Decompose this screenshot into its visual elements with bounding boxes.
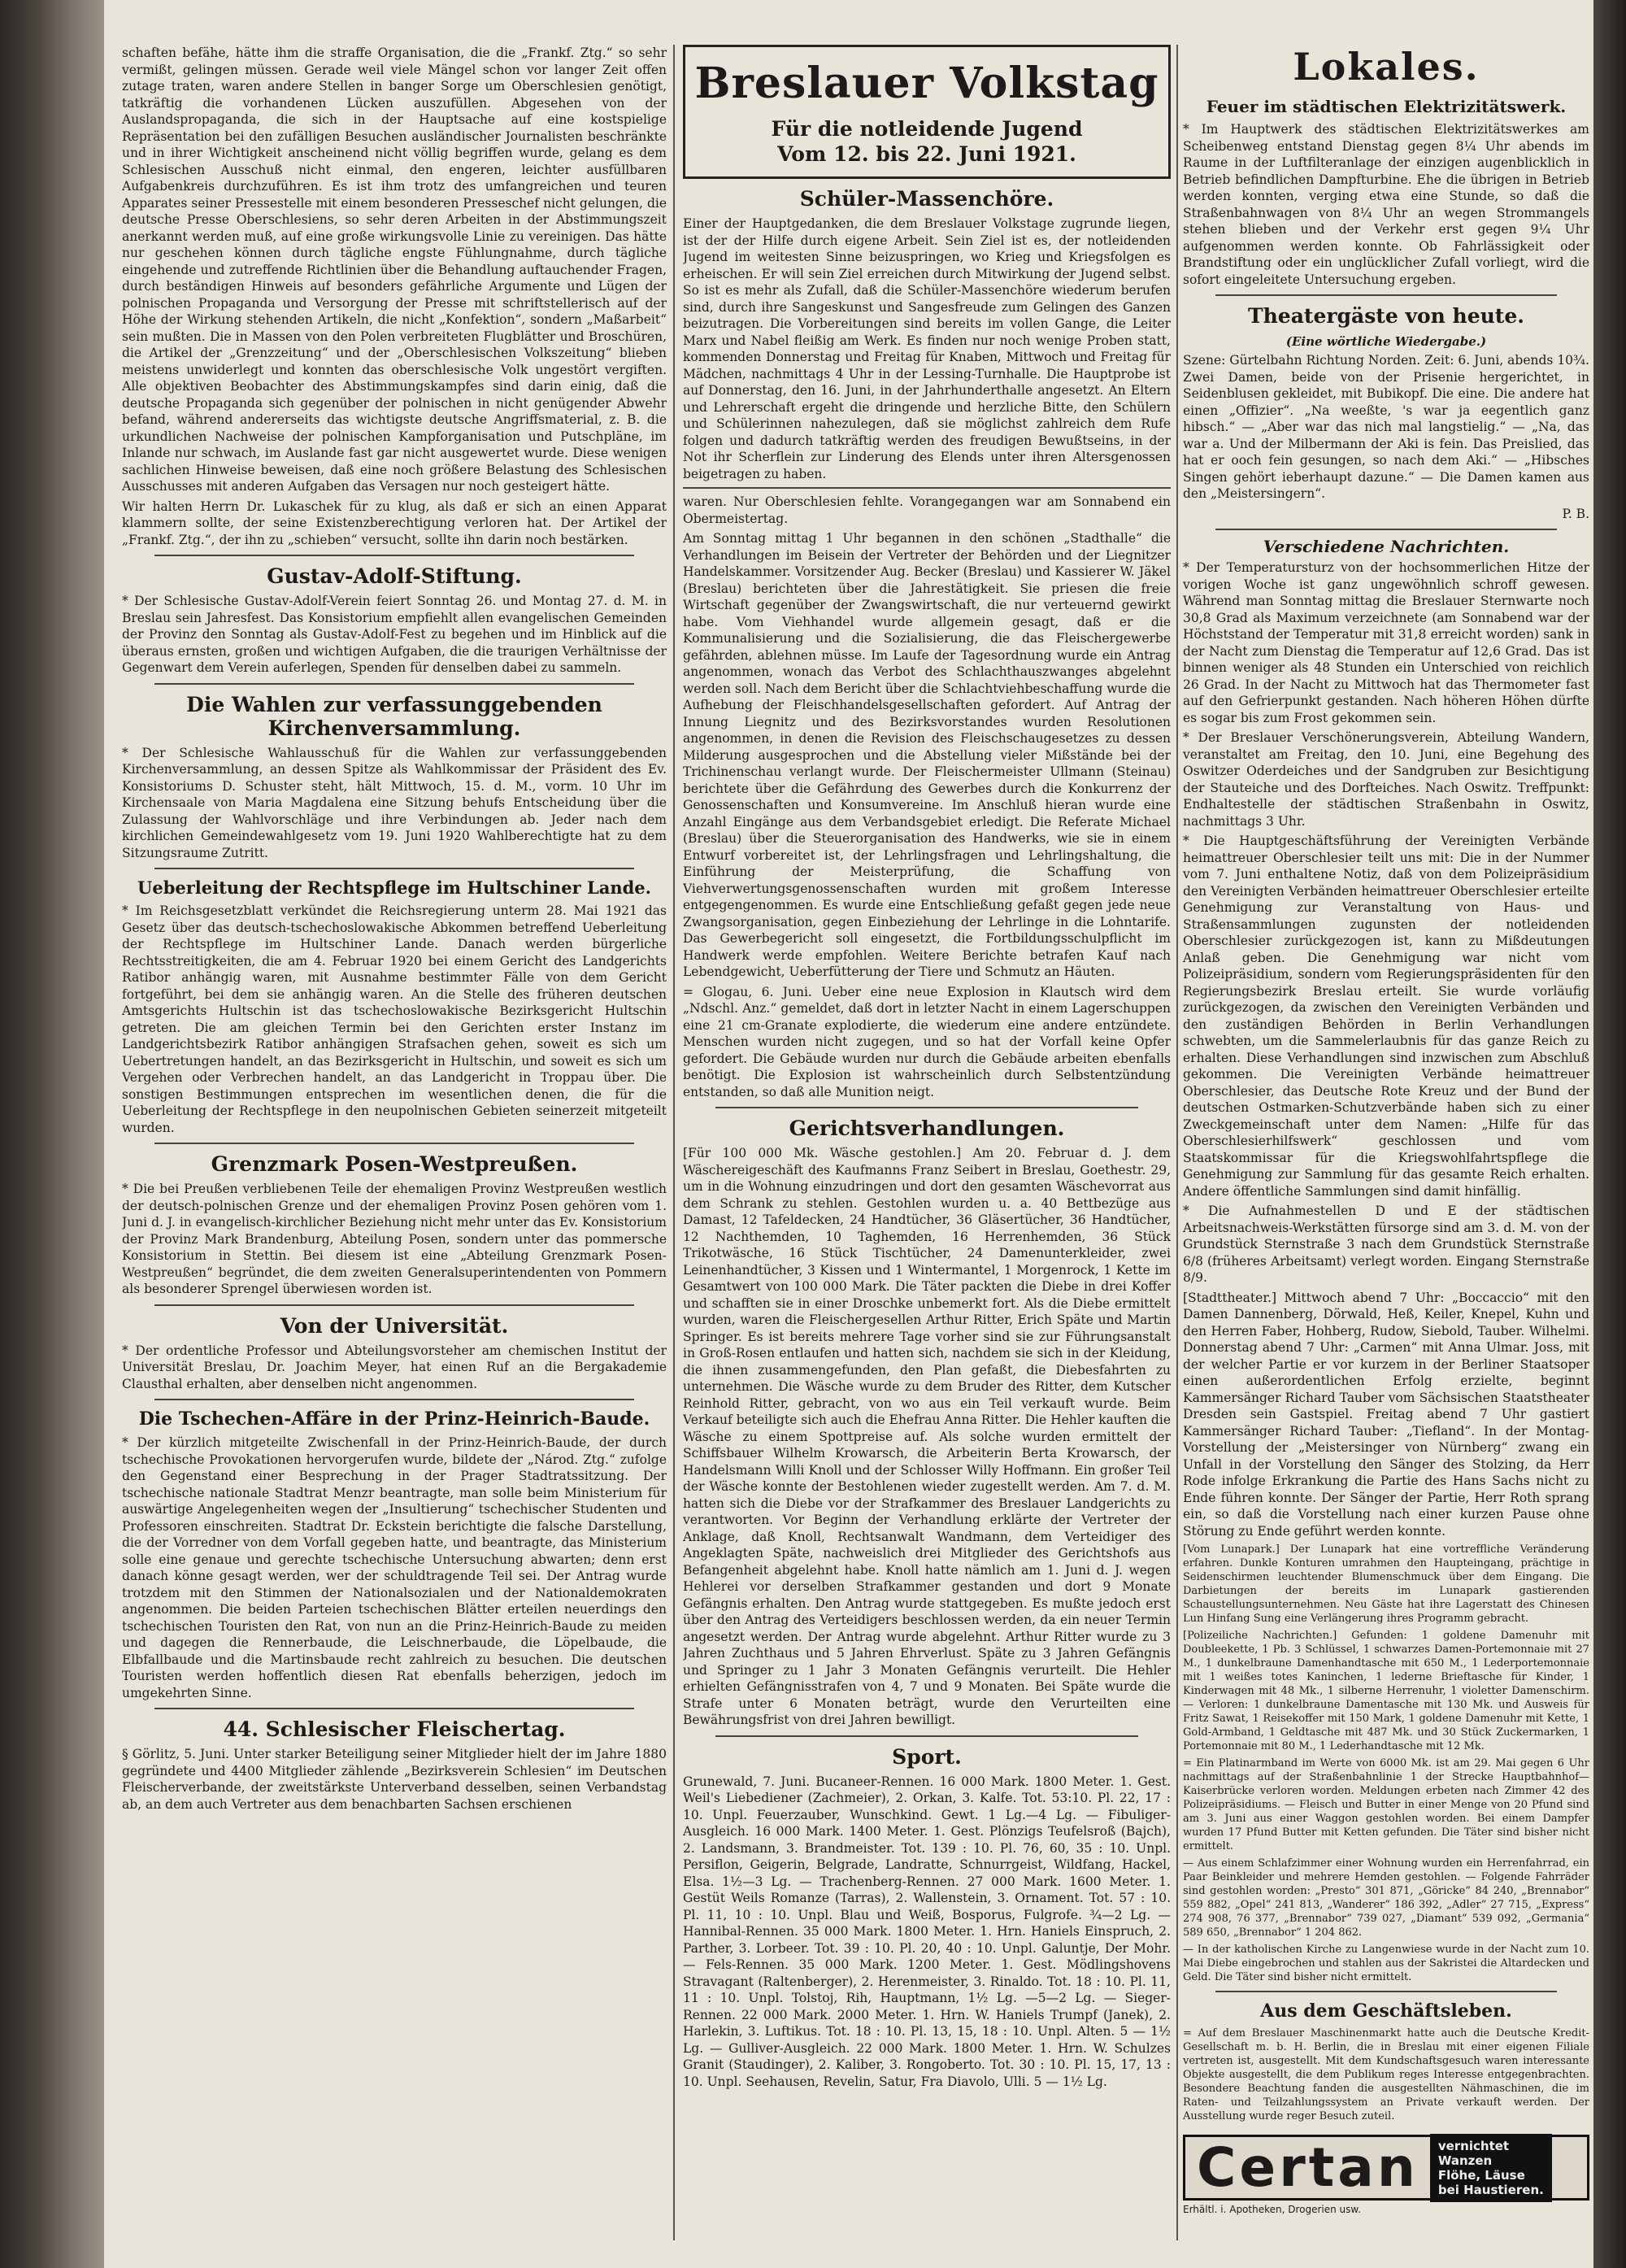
paragraph: = Glogau, 6. Juni. Ueber eine neue Explosion in Klautsch wird dem „Ndschl. Anz.“ gemeldet, daß dort in letzter Nacht in einem Lagerschuppen eine 21 cm-Granate explodierte, die wiederum eine andere entzündete. Menschen wurden nicht zugegen, und so hat der Vorfall keine Opfer gefordert. Die Gebäude wurden nur durch die Gebäude arbeiten ebenfalls benötigt. Die Explosion ist wahrscheinlich durch Selbstentzündung entstanden, so daß alle Munition neigt. [683, 984, 1171, 1099]
paragraph: [Für 100 000 Mk. Wäsche gestohlen.] Am 20. Februar d. J. dem Wäschereigeschäft des Kaufmanns Franz Seibert in Breslau, Goethestr. 29, um in die Wohnung einzudringen und dort den gesamten Wäschevorrat aus dem Schrank zu stehlen. Gestohlen wurden u. a. 40 Bettbezüge aus Damast, 12 Tafeldecken, 24 Handtücher, 36 Gläsertücher, 36 Handtücher, 12 Nachthemden, 10 Taghemden, 16 Herrenhemden, 36 Stück Trikotwäsche, 16 Stück Tischtücher, 24 Damenunterkleider, zwei Leinenhandtücher, 3 Kissen und 1 Wintermantel, 1 Morgenrock, 1 Kette im Gesamtwert von 100 000 Mark. Die Täter packten die Diebe in drei Koffer und schafften sie in einer Droschke unbemerkt fort. Als die Diebe ermittelt wurden, waren die Fleischergesellen Arthur Ritter, Erich Späte und Martin Springer. Es ist bereits mehrere Tage vorher sind sie zur Führungsanstalt in Groß-Rosen entlaufen und hatten sich, nachdem sie sich in der Kleidung, die ihnen zusammengefunden, den Plan gefaßt, die Diebesfahrten zu unternehmen. Die Wäsche wurde zu dem Bruder des Ritter, dem Kutscher Reinhold Ritter, gebracht, von wo aus ein Teil verkauft wurde. Beim Verkauf beteiligte sich auch die Ehefrau Anna Ritter. Die Hehler kauften die Wäsche zu einem Spottpreise auf. Als solche wurden ermittelt der Schiffsbauer Wilhelm Krowarsch, die Arbeiterin Berta Krowarsch, der Handelsmann Willi Knoll und der Schlosser Willy Hoffmann. Ein großer Teil der Wäsche konnte der Bestohlenen wieder zugestellt werden. Am 7. d. M. hatten sich die Diebe vor der Strafkammer des Breslauer Landgerichts zu verantworten. Vor Beginn der Verhandlung erklärte der Vertreter der Anklage, daß Knoll, Rechtsanwalt Wandmann, dem Verteidiger des Angeklagten Späte, nachweislich drei Mitglieder des Gerichtshofs aus Befangenheit abgelehnt habe. Knoll hatte nämlich am 1. Juni d. J. wegen Hehlerei vor derselben Strafkammer gestanden und dort 9 Monate Gefängnis erhalten. Den Antrag wurde stattgegeben. Es mußte jedoch erst über den Antrag des Verteidigers beschlossen werden, da ein neuer Termin angesetzt werden. Der Antrag wurde abgelehnt. Arthur Ritter wurde zu 3 Jahren Zuchthaus und 5 Jahren Ehrverlust. Späte zu 3 Jahren Gefängnis und Springer zu 1 Jahr 3 Monaten Gefängnis verurteilt. Die Hehler erhielten Gefängnisstrafen von 4, 7 und 9 Monaten. Bei Späte wurde die Strafe unter 6 Monaten beträgt, wurde den Verurteilten eine Bewährungsfrist von drei Jahren bewilligt. [683, 1146, 1171, 1727]
ad-claim [1430, 2134, 1552, 2202]
divider [154, 868, 634, 869]
ad-claim-line: Wanzen [1437, 2153, 1493, 2168]
paragraph: * Der Temperatursturz von der hochsommerlichen Hitze der vorigen Woche ist ganz ungewöhnlich schroff gewesen. Während man Sonntag mittag die Breslauer Sternwarte noch 30,8 Grad als Maximum verzeichnete (am Sonnabend war der Höchststand der Temperatur mit 31,8 erreicht worden) sank in der Nacht zum Dienstag die Temperatur auf 12,6 Grad. Das ist binnen weniger als 48 Stunden ein Unterschied von reichlich 26 Grad. In der Nacht zu Mittwoch hat das Thermometer fast auf den Gefrierpunkt gestanden. Nach höheren Höhen dürfte es sogar bis zum Frost gekommen sein. [1183, 560, 1589, 725]
headline-schuelerchoere: Schüler-Massenchöre. [799, 187, 1054, 211]
divider [715, 1735, 1138, 1737]
section-title-lokales: Lokales. [1293, 45, 1480, 89]
paragraph: = Auf dem Breslauer Maschinenmarkt hatte auch die Deutsche Kredit-Gesellschaft m. b. H. Berlin, die in Breslau mit einer eigenen Filiale vertreten ist, ausgestellt. Mit dem Kundschaftsgesuch waren interessante Objekte ausgestellt, die dem Publikum reges Interesse entgegenbrachten. Besondere Beachtung fanden die ausgestellten Nähmaschinen, die im Raten- und Teilzahlungssystem an Private verkauft werden. Der Ausstellung wurde reger Besuch zuteil. [1183, 2027, 1589, 2122]
book-binding-spine [0, 0, 104, 2268]
paragraph: Einer der Hauptgedanken, die dem Breslauer Volkstage zugrunde liegen, ist der der Hilfe durch eigene Arbeit. Sein Ziel ist es, der notleidenden Jugend im weitesten Sinne beizuspringen, wo Krieg und Kriegsfolgen es erheischen. Er will sein Ziel erreichen durch Mitwirkung der Jugend selbst. So ist es mehr als Zufall, daß die Schüler-Massenchöre wiederum berufen sind, durch ihre Sangeskunst und Sangesfreude zum Gelingen des Ganzen beizutragen. Die Vorbereitungen sind bereits im vollen Gange, die Leiter Marx und Nabel fleißig am Werk. Es finden nur noch wenige Proben statt, kommenden Donnerstag und Freitag für Knaben, Mittwoch und Freitag für Mädchen, nachmittags 4 Uhr in der Lessing-Turnhalle. Die Hauptprobe ist auf Donnerstag, den 16. Juni, in der Jahrhunderthalle angesetzt. An Eltern und Lehrerschaft ergeht die dringende und herzliche Bitte, den Schülern und Schülerinnen nahezulegen, daß sie möglichst zahlreich dem Rufe folgen und dadurch tatkräftig werden des freudigen Bewußtseins, in der Not ihr Scherflein zur Linderung des Elends unter ihren Altersgenossen beigetragen zu haben. [683, 216, 1171, 481]
certan-advertisement [1183, 2135, 1589, 2201]
divider [154, 1304, 634, 1306]
paragraph: — Aus einem Schlafzimmer einer Wohnung wurden ein Herrenfahrrad, ein Paar Beinkleider und mehrere Hemden gestohlen. — Folgende Fahrräder sind gestohlen worden: „Presto“ 301 871, „Göricke“ 84 240, „Brennabor“ 559 882, „Opel“ 241 813, „Wanderer“ 186 392, „Adler“ 27 715, „Express“ 274 908, 76 377, „Brennabor“ 739 027, „Diamant“ 539 092, „Germania“ 589 650, „Brennabor“ 1 204 862. [1183, 1857, 1589, 1939]
page-edge-shadow [1593, 0, 1626, 2268]
paragraph: * Im Hauptwerk des städtischen Elektrizitätswerkes am Scheibenweg entstand Dienstag gegen 8¼ Uhr abends im Raume in der Luftfilteranlage der einzigen augenblicklich in Betrieb befindlichen Dampfturbine. Ehe die übrigen in Betrieb werden konnten, verging etwa eine Stunde, so daß die Straßenbahnwagen von 8¼ Uhr an wegen Strommangels stehen blieben und der Verkehr erst gegen 9¼ Uhr aufgenommen werden konnte. Ob Fahrlässigkeit oder Brandstiftung oder ein unglücklicher Zufall vorliegt, wird die sofort eingeleitete Untersuchung ergeben. [1183, 122, 1589, 287]
paragraph: schaften befähe, hätte ihm die straffe Organisation, die die „Frankf. Ztg.“ so sehr vermißt, gelingen müssen. Gerade weil viele Mängel schon vor langer Zeit offen zutage traten, waren andere Stellen in banger Sorge um Oberschlesien genötigt, tatkräftig die vorhandenen Lücken auszufüllen. Abgesehen von der Auslandspropaganda, die sich in der Hauptsache auf eine kostspielige Repräsentation bei den zufälligen Besuchen ausländischer Journalisten beschränkte und in ihrer Wichtigkeit anscheinend nicht völlig begriffen wurde, gelang es dem Schlesischen Ausschuß nicht einmal, den engeren, leichter ausfüllbaren Aufgabenkreis durchzuführen. Es ist ihm trotz des umfangreichen und teuren Apparates seiner Pressestelle mit einem besonderen Presseschef nicht gelungen, die deutsche Presse Oberschlesiens, so sehr deren Arbeiten in der Abstimmungszeit anerkannt werden muß, auf eine große wirkungsvolle Linie zu vereinigen. Das hätte nur geschehen können durch tägliche engste Fühlungnahme, durch tägliche eingehende und zutreffende Richtlinien über die Behandlung auftauchender Fragen, durch beständigen Hinweis auf besonders gefährliche Argumente und Lügen der polnischen Propaganda und Versorgung der Presse mit schriftstellerisch auf der Höhe der Wirkung stehenden Artikeln, die nicht „Konfektion“, sondern „Maßarbeit“ sein mußten. Die in Massen von den Polen verbreiteten Flugblätter und Broschüren, die Artikel der „Grenzzeitung“ und der „Oberschlesischen Volkszeitung“ blieben meistens unwiderlegt und konnten das oberschlesische Volk ungestört vergiften. Alle objektiven Beobachter des Abstimmungskampfes sind darin einig, daß die deutsche Propaganda sich gegenüber der polnischen in nicht genügender Abwehr befand, während andererseits das wichtigste deutsche Angriffsmaterial, z. B. die urkundlichen Nachweise der polnischen Kampforganisation und Putschpläne, im Inlande nur schwach, im Auslande fast gar nicht ausgewertet wurde. Diese wenigen sachlichen Hinweise beweisen, daß eine noch größere Belastung des Schlesischen Ausschusses mit anderen Aufgaben das Versagen nur noch gesteigert hätte. [122, 46, 667, 494]
paragraph: Wir halten Herrn Dr. Lukaschek für zu klug, als daß er sich an einen Apparat klammern sollte, der seine Existenzberechtigung verloren hat. Der Artikel der „Frankf. Ztg.“, der ihn zu „schieben“ versucht, sollte ihn darin noch bestärken. [122, 498, 667, 547]
headline-theatergaeste-sub: (Eine wörtliche Wiedergabe.) [1285, 334, 1487, 349]
column-rule [1176, 45, 1178, 2240]
column-left [122, 45, 667, 2240]
paragraph: * Die bei Preußen verbliebenen Teile der ehemaligen Provinz Westpreußen westlich der deutsch-polnischen Grenze und der ehemaligen Provinz Posen gehören vom 1. Juni d. J. in evangelisch-kirchlicher Beziehung nicht mehr unter das Ev. Konsistorium der Provinz Mark Brandenburg, Abteilung Posen, sondern unter das pommersche Konsistorium in Stettin. Bei diesem ist eine „Abteilung Grenzmark Posen-Westpreußen“ begründet, die dem zweiten Generalsuperintendenten von Pommern als besonderer Sprengel überwiesen worden ist. [122, 1182, 667, 1296]
paragraph: [Polizeiliche Nachrichten.] Gefunden: 1 goldene Damenuhr mit Doubleekette, 1 Pb. 3 Schlüssel, 1 schwarzes Damen-Portemonnaie mit 27 M., 1 dunkelbraune Damenhandtasche mit 650 M., 1 Lederportemonnaie mit 1 weißes totes Kaninchen, 1 lederne Brieftasche für Kinder, 1 Kinderwagen mit 48 Mk., 1 silberne Herrenuhr, 1 violetter Damenschirm. — Verloren: 1 dunkelbraune Damentasche mit 130 Mk. und Ausweis für Fritz Sawat, 1 Reisekoffer mit 150 Mark, 1 goldene Damenuhr mit Kette, 1 Gold-Armband, 1 Geldtasche mit 487 Mk. und 30 Stück Zuckermarken, 1 Portemonnaie mit 80 M., 1 Lederhandtasche mit 12 Mk. [1183, 1630, 1589, 1752]
volkstag-banner [683, 45, 1171, 179]
paragraph: [Stadttheater.] Mittwoch abend 7 Uhr: „Boccaccio“ mit den Damen Dannenberg, Dörwald, Heß, Keiler, Knepel, Kuhn und den Herren Faber, Hohberg, Rudow, Siebold, Tauber. Wilhelmi. Donnerstag abend 7 Uhr: „Carmen“ mit Anna Ulmar. Joss, mit der welcher Partie er vor kurzem in der Berliner Staatsoper einen außerordentlichen Erfolg erzielte, beginnt Kammersänger Richard Tauber vom Sächsischen Staatstheater Dresden sein Gastspiel. Freitag abend 7 Uhr gastiert Kammersänger Richard Tauber: „Tiefland“. In der Montag-Vorstellung der „Meistersinger von Nürnberg“ zwang ein Unfall in der Vorstellung den Sänger des Stolzing, da Herr Rode infolge Erkrankung die Partie des Hans Sachs nicht zu Ende führen konnte. Der Sänger der Partie, Herr Roth sprang ein, so daß die Vorstellung nach einer kurzen Pause ohne Störung zu Ende geführt werden konnte. [1183, 1290, 1589, 1539]
paragraph: [Vom Lunapark.] Der Lunapark hat eine vortreffliche Veränderung erfahren. Dunkle Konturen umrahmen den Haupteingang, prächtige in Seidenschirmen leuchtender Blumenschmuck über dem Eingang. Die Darbietungen der bereits im Lunapark gastierenden Schaustellungsunternehmen. Neu Gäste hat ihre Lagerstatt des Chinesen Lun Hinfang Sung eine Verlängerung ihres Programm gebracht. [1183, 1543, 1589, 1625]
paragraph: * Die Hauptgeschäftsführung der Vereinigten Verbände heimattreuer Oberschlesier teilt uns mit: Die in der Nummer vom 7. Juni enthaltene Notiz, daß von dem Polizeipräsidium den Vereinigten Verbänden heimattreuer Oberschlesier erteilte Genehmigung zur Veranstaltung von Haus- und Straßensammlungen zugunsten der notleidenden Oberschlesier zurückgezogen ist, kann zu Mißdeutungen Anlaß geben. Die Genehmigung war nicht vom Polizeipräsidium, sondern vom Regierungspräsidenten für den Regierungsbezirk Breslau erteilt. Sie wurde vorläufig zurückgezogen, da zwischen den Vereinigten Verbänden und den zuständigen Behörden in Berlin Verhandlungen schwebten, um die Sammelerlaubnis für das ganze Reich zu erhalten. Diese Verhandlungen sind inzwischen zum Abschluß gekommen. Die Vereinigten Verbände heimattreuer Oberschlesier, das Deutsche Rote Kreuz und der Bund der deutschen Ostmarken-Schutzverbände haben sich zu einer Zweckgemeinschaft unter dem Namen: „Hilfe für das Oberschlesierhilfswerk“ geschlossen und vom Staatskommissar für die Kriegswohlfahrtspflege die Genehmigung zur Sammlung für das gesamte Reich erhalten. Andere öffentliche Sammlungen sind damit hinfällig. [1183, 834, 1589, 1199]
divider [1215, 1991, 1557, 1992]
paragraph: § Görlitz, 5. Juni. Unter starker Beteiligung seiner Mitglieder hielt der im Jahre 1880 gegründete und 4400 Mitglieder zählende „Bezirksverein Schlesien“ im Deutschen Fleischerverbande, der zweitstärkste Unterverband desselben, seinen Verbandstag ab, an dem auch Vertreter aus dem benachbarten Sachsen erschienen [122, 1747, 667, 1812]
paragraph: * Der kürzlich mitgeteilte Zwischenfall in der Prinz-Heinrich-Baude, der durch tschechische Provokationen hervorgerufen wurde, bildete der „Národ. Ztg.“ zufolge den Gegenstand einer Besprechung in der Prager Stadtratssitzung. Der tschechische nationale Stadtrat Menzr beantragte, man solle beim Ministerium für auswärtige Angelegenheiten wegen der „Insultierung“ tschechischer Studenten und Professoren einschreiten. Stadtrat Dr. Eckstein berichtigte die falsche Darstellung, die der Vorredner von dem Vorfall gegeben hatte, und beantragte, das Ministerium solle eine genaue und gerechte tschechische Untersuchung abwarten; denn erst danach könne gesagt werden, wer der schuldtragende Teil sei. Der Antrag wurde trotzdem mit den Stimmen der Nationalsozialen und der Nationaldemokraten angenommen. Die beiden Parteien tschechischen Blätter erteilen neuerdings den tschechischen Touristen den Rat, von nun an die Prinz-Heinrich-Baude zu meiden und dagegen die Rennerbaude, die Leischnerbaude, die Löpelbaude, die Elbfallbaude und die Martinsbaude recht zahlreich zu besuchen. Die deutschen Touristen werden hoffentlich diesen Rat ebenfalls beherzigen, jedoch im umgekehrten Sinne. [122, 1435, 667, 1700]
volkstag-dates: Vom 12. bis 22. Juni 1921. [777, 142, 1076, 166]
paragraph: — In der katholischen Kirche zu Langenwiese wurde in der Nacht zum 10. Mai Diebe eingebrochen und stahlen aus der Sakristei die Altardecken und Geld. Die Täter sind bisher nicht ermittelt. [1183, 1944, 1589, 1983]
divider [683, 487, 1171, 489]
paragraph: Grunewald, 7. Juni. Bucaneer-Rennen. 16 000 Mark. 1800 Meter. 1. Gest. Weil's Liebediener (Zachmeier), 2. Orkan, 3. Kalfe. Tot. 53:10. Pl. 22, 17 : 10. Unpl. Feuerzauber, Wunschkind. Gewt. 1 Lg.—4 Lg. — Fibuliger-Ausgleich. 16 000 Mark. 1400 Meter. 1. Gest. Plönzigs Teufelsroß (Bajch), 2. Landsmann, 3. Brandmeister. Tot. 139 : 10. Pl. 76, 60, 35 : 10. Unpl. Persiflon, Geigerin, Belgrade, Landratte, Schnurrgeist, Wildfang, Hackel, Elsa. 1½—3 Lg. — Trachenberg-Rennen. 27 000 Mark. 1600 Meter. 1. Gestüt Weils Romanze (Tarras), 2. Wallenstein, 3. Ornament. Tot. 57 : 10. Pl. 11, 10 : 10. Unpl. Blau und Weiß, Bosporus, Fulgrofe. ¾—2 Lg. — Hannibal-Rennen. 35 000 Mark. 1800 Meter. 1. Hrn. Haniels Einspruch, 2. Parther, 3. Lorbeer. Tot. 39 : 10. Pl. 20, 40 : 10. Unpl. Galuntje, Der Mohr. — Fels-Rennen. 35 000 Mark. 1200 Meter. 1. Gest. Mödlingshovens Stravagant (Raltenberger), 2. Herenmeister, 3. Rinaldo. Tot. 18 : 10. Pl. 11, 11 : 10. Unpl. Tolstoj, Rih, Hauptmann, 1½ Lg. —5—2 Lg. — Sieger-Rennen. 22 000 Mark. 2000 Meter. 1. Hrn. W. Haniels Trumpf (Janek), 2. Harlekin, 3. Luftikus. Tot. 18 : 10. Pl. 13, 15, 18 : 10. Unpl. Alten. 5 — 1½ Lg. — Gulliver-Ausgleich. 22 000 Mark. 1800 Meter. 1. Hrn. W. Schulzes Granit (Staudinger), 2. Kaliber, 3. Rongoberto. Tot. 30 : 10. Pl. 15, 17, 13 : 10. Unpl. Seehausen, Revelin, Satur, Fra Diavolo, Ulli. 5 — 1½ Lg. [683, 1774, 1171, 2089]
ad-brand: Certan [1197, 2136, 1419, 2199]
divider [154, 1708, 634, 1709]
paragraph: Am Sonntag mittag 1 Uhr begannen in den schönen „Stadthalle“ die Verhandlungen im Beisein der Vertreter der Behörden und der Liegnitzer Handelskammer. Vorsitzender Aug. Becker (Breslau) und Kassierer W. Jäkel (Breslau) berichteten über die Jahrestätigkeit. Sie priesen die freie Wirtschaft gegenüber der Zwangswirtschaft, die nur verteuernd gewirkt habe. Vom Viehhandel wurde allgemein gesagt, daß er die Kommunalisierung und die Sozialisierung, die das Fleischergewerbe gefährden, ablehnen müsse. Im Laufe der Tagesordnung wurde ein Antrag angenommen, wonach das Verbot des Schlachthauszwanges abgelehnt werden soll. Nach dem Bericht über die Schlachtviehbeschaffung wurde die Aufhebung der Fleischhandelsgesellschaften gefordert. Auf Antrag der Innung Liegnitz und des Bezirksvorstandes wurden Resolutionen angenommen, in denen die Revision des Fleischschaugesetzes zu dessen Milderung ausgesprochen und die Abstellung vieler Mißstände bei der Trichinenschau verlangt wurde. Der Fleischermeister Ullmann (Steinau) berichtete über die Gefährdung des Gewerbes durch die Konkurrenz der Genossenschaften und Konsumvereine. Im Anschluß hieran wurde eine Anzahl Eingänge aus dem Verbandsgebiet erledigt. Die Referate Michael (Breslau) über die Steuerorganisation des Handwerks, wie sie in einem Entwurf vorbereitet ist, der Lehrlingsfragen und Lehrlingshaltung, die Einführung der Meisterprüfung, die Schaffung von Viehverwertungsgenossenschaften wurden mit großem Interesse entgegengenommen. Es wurde eine Entschließung gefaßt gegen jede neue Zwangsorganisation, gegen Einbeziehung der Lehrlinge in die Lohntarife. Das Gewerbegericht soll eingesetzt, die Fortbildungsschulpflicht im Handwerk werde empfohlen. Weitere Berichte betrafen Kauf nach Lebendgewicht, Ueberfütterung der Tiere und Schmutz an Häuten. [683, 531, 1171, 979]
divider [1215, 294, 1557, 296]
headline-fleischertag: 44. Schlesischer Fleischertag. [223, 1717, 566, 1741]
paragraph: = Ein Platinarmband im Werte von 6000 Mk. ist am 29. Mai gegen 6 Uhr nachmittags auf der Straßenbahnlinie 1 der Strecke Hauptbahnhof—Kaiserbrücke verloren worden. Meldungen erbeten nach Zimmer 42 des Polizeipräsidiums. — Fleisch und Butter in einer Menge von 20 Pfund sind am 3. Juni aus einer Waggon gestohlen worden. Bei einem Dampfer wurden 17 Pfund Butter mit Ketten gefunden. Die Täter sind bisher nicht ermittelt. [1183, 1757, 1589, 1852]
paragraph: * Der Schlesische Wahlausschuß für die Wahlen zur verfassunggebenden Kirchenversammlung, an dessen Spitze als Wahlkommissar der Präsident des Ev. Konsistoriums D. Schuster steht, hält Mittwoch, 15. d. M., vorm. 10 Uhr im Kirchensaale von Maria Magdalena eine Sitzung behufs Entscheidung über die Zulassung der Wahlvorschläge und ihre Verbindungen ab. Jeder nach dem kirchlichen Gemeindewahlgesetz vom 19. Juni 1920 Wahlberechtigte hat zu dem Sitzungsraume Zutritt. [122, 745, 667, 860]
headline-sport: Sport. [892, 1744, 962, 1769]
headline-gustav-adolf: Gustav-Adolf-Stiftung. [267, 564, 522, 588]
headline-verschiedenes: Verschiedene Nachrichten. [1263, 537, 1510, 556]
divider [154, 683, 634, 685]
ad-footnote: Erhältl. i. Apotheken, Drogerien usw. [1183, 2204, 1361, 2215]
headline-prinz-heinrich-baude: Die Tschechen-Affäre in der Prinz-Heinrich-Baude. [138, 1408, 650, 1430]
column-middle [683, 45, 1171, 2240]
volkstag-subtitle: Für die notleidende Jugend [771, 117, 1083, 141]
paragraph: * Im Reichsgesetzblatt verkündet die Reichsregierung unterm 28. Mai 1921 das Gesetz über das deutsch-tschechoslowakische Abkommen betreffend Ueberleitung der Rechtspflege im Hultschiner Lande. Danach werden bürgerliche Rechtsstreitigkeiten, die am 4. Februar 1920 bei einem Gericht des Landgerichts Ratibor anhängig waren, mit Ausnahme bestimmter Fälle von dem Gericht fortgeführt, bei dem sie anhängig waren. An die Stelle des früheren deutschen Amtsgerichts Hultschin ist das tschechoslowakische Bezirksgericht Hultschin getreten. Die am gleichen Termin bei den Gerichten erster Instanz im Landgerichtsbezirk Ratibor anhängigen Strafsachen gehen, soweit es sich um Uebertretungen handelt, an das Bezirksgericht in Hultschin, und soweit es sich um Vergehen oder Verbrechen handelt, an das Landgericht in Troppau über. Die sonstigen Bestimmungen entsprechen im wesentlichen denen, die für die Ueberleitung der Rechtspflege in den neupolnischen Gebieten seinerzeit mitgeteilt wurden. [122, 903, 667, 1135]
ad-claim-line: bei Haustieren. [1437, 2182, 1544, 2197]
headline-theatergaeste: Theatergäste von heute. [1248, 304, 1524, 328]
headline-gerichtsverhandlungen: Gerichtsverhandlungen. [789, 1117, 1065, 1140]
headline-universitaet: Von der Universität. [280, 1313, 509, 1338]
headline-kirchenwahlen: Die Wahlen zur verfassunggebenden Kirchenversammlung. [186, 692, 602, 740]
divider [154, 555, 634, 556]
divider [1215, 529, 1557, 530]
paragraph: * Die Aufnahmestellen D und E der städtischen Arbeitsnachweis-Werkstätten fürsorge sind am 3. d. M. von der Grundstück Sternstraße 3 nach dem Grundstück Sternstraße 6/8 (früheres Arbeitsamt) verlegt worden. Eingang Sternstraße 8/9. [1183, 1204, 1589, 1285]
divider [154, 1143, 634, 1144]
divider [715, 1107, 1138, 1108]
author-signature: P. B. [1562, 506, 1589, 521]
headline-geschaeftsleben: Aus dem Geschäftsleben. [1260, 2000, 1512, 2022]
paragraph: * Der Schlesische Gustav-Adolf-Verein feiert Sonntag 26. und Montag 27. d. M. in Breslau sein Jahresfest. Das Konsistorium empfiehlt allen evangelischen Gemeinden der Provinz den Sonntag als Gustav-Adolf-Fest zu begehen und im Hinblick auf die überaus ernsten, großen und wichtigen Aufgaben, die die traurigen Verhältnisse der Gegenwart dem Verein auferlegen, Spenden für denselben dabei zu sammeln. [122, 594, 667, 675]
column-right [1183, 45, 1589, 2240]
column-rule [673, 45, 675, 2240]
ad-claim-line: vernichtet [1437, 2138, 1510, 2153]
paragraph: waren. Nur Oberschlesien fehlte. Vorangegangen war am Sonnabend ein Obermeistertag. [683, 494, 1171, 526]
headline-feuer: Feuer im städtischen Elektrizitätswerk. [1206, 97, 1567, 116]
headline-grenzmark: Grenzmark Posen-Westpreußen. [211, 1152, 578, 1176]
volkstag-title: Breslauer Volkstag [694, 59, 1159, 108]
paragraph: Szene: Gürtelbahn Richtung Norden. Zeit: 6. Juni, abends 10¾. Zwei Damen, beide von der Prisenie hergerichtet, in Seidenblusen gekleidet, mit Bubikopf. Die eine. Die andere hat einen „Offizier“. „Na weeßte, 's war ja eegentlich ganz hibsch.“ — „Aber war das nich mal langstielig.“ — „Na, das war a. Und der Milbermann der Aki is fein. Das Preislied, das hat er ooch fein gesungen, so nach dem Aki.“ — „Hibsches Singen gehört ieberhaupt dazune.“ — Die Damen kamen aus den „Meistersingern“. [1183, 353, 1589, 501]
paragraph: * Der ordentliche Professor und Abteilungsvorsteher am chemischen Institut der Universität Breslau, Dr. Joachim Meyer, hat einen Ruf an die Bergakademie Clausthal erhalten, aber denselben nicht angenommen. [122, 1343, 667, 1391]
ad-claim-line: Flöhe, Läuse [1437, 2167, 1525, 2183]
divider [154, 1399, 634, 1400]
headline-hultschin: Ueberleitung der Rechtspflege im Hultschiner Lande. [137, 877, 651, 898]
paragraph: * Der Breslauer Verschönerungsverein, Abteilung Wandern, veranstaltet am Freitag, den 10. Juni, eine Begehung des Oswitzer Oderdeiches und der Sandgruben zur Besichtigung der Stauteiche und des Dorfteiches. Nach Oswitz. Treffpunkt: Endhaltestelle der städtischen Straßenbahn in Oswitz, nachmittags 3 Uhr. [1183, 730, 1589, 829]
